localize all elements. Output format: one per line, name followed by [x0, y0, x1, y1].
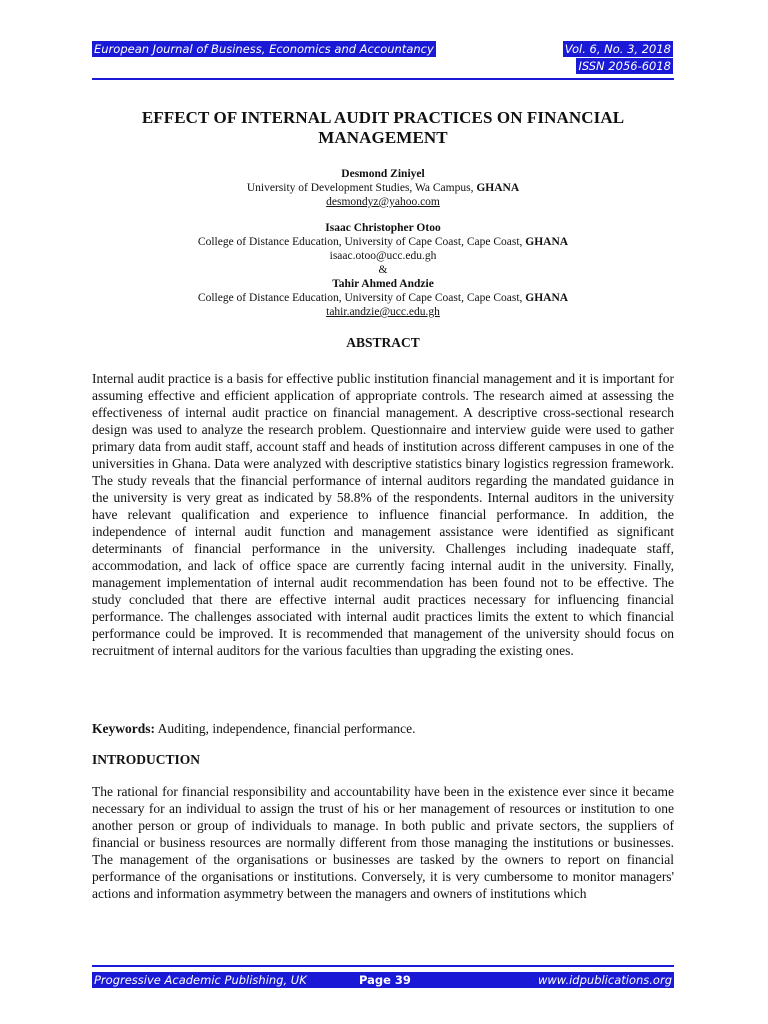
- keywords-label: Keywords:: [92, 721, 155, 736]
- author-email[interactable]: isaac.otoo@ucc.edu.gh: [329, 250, 437, 262]
- author-affiliation: University of Development Studies, Wa Campus, GHANA: [246, 182, 520, 194]
- author-country: GHANA: [476, 182, 520, 194]
- keywords: [92, 720, 674, 737]
- ampersand: &: [378, 264, 388, 276]
- issue-info: [563, 41, 673, 75]
- author-block: [92, 167, 674, 319]
- author-email[interactable]: tahir.andzie@ucc.edu.gh: [326, 306, 440, 318]
- website-link[interactable]: www.idpublications.org: [537, 973, 672, 987]
- author-affiliation: College of Distance Education, University of Cape Coast, Cape Coast, GHANA: [197, 292, 569, 304]
- author-country: GHANA: [525, 236, 569, 248]
- issn-label: ISSN 2056-6018: [578, 59, 671, 73]
- author-affiliation: College of Distance Education, University of Cape Coast, Cape Coast, GHANA: [197, 236, 569, 248]
- journal-name: European Journal of Business, Economics and Accountancy: [94, 42, 434, 56]
- author-country: GHANA: [525, 292, 569, 304]
- footer-bar: [92, 972, 674, 988]
- author-name: Desmond Ziniyel: [341, 168, 425, 180]
- author-name: Tahir Ahmed Andzie: [332, 278, 434, 290]
- volume-label: Vol. 6, No. 3, 2018: [564, 42, 671, 56]
- page-number: Page 39: [359, 973, 411, 987]
- abstract-text: Internal audit practice is a basis for effective public institution financial management and it is important for assuming effective and efficient application of appropriate controls. The research aimed at assessing the effectiveness of internal audit practice on financial management. A descriptive cross-sectional research design was used to analyze the research problem. Questionnaire and interview guide were used to gather primary data from audit staff, account staff and heads of institution across different campuses in one of the universities in Ghana. Data were analyzed with descriptive statistics binary logistics regression framework. The study reveals that the financial performance of internal auditors regarding the mandated guidance in the university is very great as indicated by 58.8% of the respondents. Internal auditors in the university have relevant qualification and experience to influence financial performance. In addition, the independence of internal audit function and management assistance were identified as significant determinants of financial performance in the university. Challenges including inadequate staff, accommodation, and lack of office space are currently facing internal audit in the university. Finally, management implementation of internal audit recommendation has been found not to be effective. The study concluded that there are effective internal audit practices necessary for influencing financial performance. The challenges associated with internal audit practices limits the extent to which financial performance could be improved. It is recommended that management of the university should focus on recruitment of internal auditors for the various faculties than upgrading the existing ones.: [92, 371, 674, 658]
- footer-rule: [92, 965, 674, 967]
- header-rule: [92, 78, 674, 80]
- author-name: Isaac Christopher Otoo: [325, 222, 441, 234]
- author-email[interactable]: desmondyz@yahoo.com: [326, 196, 440, 208]
- introduction-heading: INTRODUCTION: [92, 752, 201, 767]
- publisher-name: Progressive Academic Publishing, UK: [94, 973, 307, 987]
- keywords-text: Auditing, independence, financial performance.: [155, 721, 416, 736]
- abstract-heading: ABSTRACT: [346, 335, 420, 350]
- introduction-text: The rational for financial responsibility and accountability have been in the existence ever since it became necessary for an individual to assign the trust of his or her management of resources or institution to one another person or group of individuals to manage. In both public and private sectors, the suppliers of financial or business resources are normally different from those managing the institutions or businesses. The management of the organisations or businesses are tasked by the owners to report on financial performance of the organisations or institutions. Conversely, it is very cumbersome to monitor managers' actions and information asymmetry between the managers and owners of institutions which: [92, 784, 674, 901]
- paper-title: EFFECT OF INTERNAL AUDIT PRACTICES ON FINANCIAL MANAGEMENT: [141, 108, 625, 147]
